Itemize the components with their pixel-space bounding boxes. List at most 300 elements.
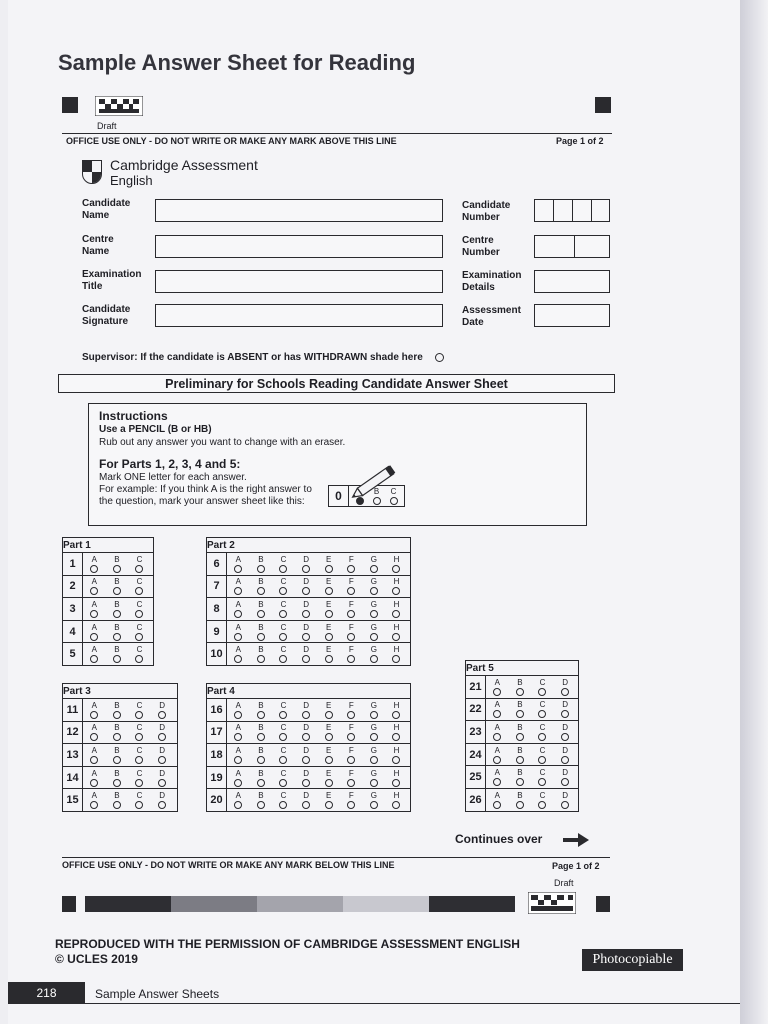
answer-option[interactable] bbox=[317, 555, 340, 573]
answer-bubble[interactable] bbox=[325, 779, 333, 787]
answer-option[interactable] bbox=[340, 623, 363, 641]
answer-option[interactable] bbox=[106, 645, 129, 663]
answer-option[interactable] bbox=[227, 701, 250, 719]
answer-option[interactable] bbox=[531, 791, 554, 809]
answer-bubble[interactable] bbox=[392, 565, 400, 573]
answer-option[interactable] bbox=[363, 645, 386, 663]
answer-option[interactable] bbox=[227, 746, 250, 764]
answer-bubble[interactable] bbox=[279, 587, 287, 595]
answer-bubble[interactable] bbox=[279, 655, 287, 663]
answer-option[interactable] bbox=[83, 769, 106, 787]
answer-bubble[interactable] bbox=[302, 711, 310, 719]
answer-option[interactable] bbox=[486, 700, 509, 718]
answer-bubble[interactable] bbox=[113, 711, 121, 719]
answer-bubble[interactable] bbox=[347, 801, 355, 809]
answer-bubble[interactable] bbox=[113, 587, 121, 595]
answer-bubble[interactable] bbox=[279, 610, 287, 618]
answer-option[interactable] bbox=[385, 701, 408, 719]
answer-bubble[interactable] bbox=[113, 801, 121, 809]
answer-bubble[interactable] bbox=[257, 655, 265, 663]
answer-option[interactable] bbox=[250, 555, 273, 573]
answer-bubble[interactable] bbox=[392, 801, 400, 809]
answer-bubble[interactable] bbox=[113, 633, 121, 641]
option-letter: A bbox=[494, 677, 500, 687]
answer-bubble[interactable] bbox=[325, 756, 333, 764]
answer-option[interactable] bbox=[509, 723, 532, 741]
answer-bubble[interactable] bbox=[234, 733, 242, 741]
answer-option[interactable] bbox=[151, 769, 174, 787]
answer-bubble[interactable] bbox=[113, 756, 121, 764]
centre-name-box[interactable] bbox=[155, 235, 443, 258]
answer-option[interactable] bbox=[554, 700, 577, 718]
answer-bubble[interactable] bbox=[325, 655, 333, 663]
option-letter: B bbox=[114, 599, 120, 609]
answer-option[interactable] bbox=[128, 555, 151, 573]
answer-bubble[interactable] bbox=[234, 801, 242, 809]
answer-bubble[interactable] bbox=[234, 565, 242, 573]
centre-number-box[interactable] bbox=[534, 235, 610, 258]
answer-bubble[interactable] bbox=[90, 711, 98, 719]
answer-bubble[interactable] bbox=[135, 801, 143, 809]
answer-bubble[interactable] bbox=[370, 565, 378, 573]
answer-option[interactable] bbox=[385, 746, 408, 764]
answer-option[interactable] bbox=[227, 791, 250, 809]
answer-option[interactable] bbox=[531, 700, 554, 718]
answer-bubble[interactable] bbox=[493, 801, 501, 809]
answer-option[interactable] bbox=[106, 746, 129, 764]
answer-bubble[interactable] bbox=[135, 756, 143, 764]
exam-details-box[interactable] bbox=[534, 270, 610, 293]
answer-bubble[interactable] bbox=[158, 801, 166, 809]
answer-option[interactable] bbox=[106, 723, 129, 741]
answer-option[interactable] bbox=[250, 645, 273, 663]
exam-title-box[interactable] bbox=[155, 270, 443, 293]
answer-option[interactable] bbox=[486, 723, 509, 741]
answer-option[interactable] bbox=[385, 791, 408, 809]
answer-bubble[interactable] bbox=[90, 733, 98, 741]
answer-option[interactable] bbox=[106, 791, 129, 809]
answer-bubble[interactable] bbox=[302, 587, 310, 595]
answer-option[interactable] bbox=[128, 600, 151, 618]
answer-bubble[interactable] bbox=[90, 779, 98, 787]
answer-option[interactable] bbox=[385, 723, 408, 741]
answer-bubble[interactable] bbox=[113, 655, 121, 663]
option-letter: F bbox=[348, 622, 354, 632]
answer-option[interactable] bbox=[272, 623, 295, 641]
answer-option[interactable] bbox=[509, 768, 532, 786]
answer-bubble[interactable] bbox=[302, 801, 310, 809]
answer-option[interactable] bbox=[106, 701, 129, 719]
answer-bubble[interactable] bbox=[392, 633, 400, 641]
answer-bubble[interactable] bbox=[347, 633, 355, 641]
answer-bubble[interactable] bbox=[302, 756, 310, 764]
answer-bubble[interactable] bbox=[538, 688, 546, 696]
answer-bubble[interactable] bbox=[370, 587, 378, 595]
answer-option[interactable] bbox=[272, 791, 295, 809]
answer-option[interactable] bbox=[227, 623, 250, 641]
answer-option[interactable] bbox=[486, 768, 509, 786]
assessment-date-box[interactable] bbox=[534, 304, 610, 327]
answer-option[interactable] bbox=[128, 791, 151, 809]
answer-bubble[interactable] bbox=[561, 756, 569, 764]
answer-bubble[interactable] bbox=[113, 565, 121, 573]
answer-bubble[interactable] bbox=[90, 655, 98, 663]
answer-option[interactable] bbox=[317, 600, 340, 618]
answer-bubble[interactable] bbox=[234, 655, 242, 663]
answer-option[interactable] bbox=[227, 577, 250, 595]
answer-bubble[interactable] bbox=[392, 711, 400, 719]
question-number: 10 bbox=[207, 643, 227, 666]
answer-bubble[interactable] bbox=[234, 779, 242, 787]
answer-bubble[interactable] bbox=[234, 587, 242, 595]
answer-option[interactable] bbox=[486, 746, 509, 764]
answer-bubble[interactable] bbox=[392, 610, 400, 618]
absent-shade-circle[interactable] bbox=[435, 353, 444, 362]
answer-bubble[interactable] bbox=[561, 733, 569, 741]
answer-option[interactable] bbox=[128, 701, 151, 719]
answer-option[interactable] bbox=[363, 791, 386, 809]
answer-option[interactable] bbox=[317, 577, 340, 595]
answer-bubble[interactable] bbox=[325, 801, 333, 809]
answer-option[interactable] bbox=[272, 723, 295, 741]
answer-bubble[interactable] bbox=[325, 711, 333, 719]
answer-option[interactable] bbox=[128, 645, 151, 663]
answer-option[interactable] bbox=[340, 555, 363, 573]
answer-option[interactable] bbox=[128, 623, 151, 641]
answer-option[interactable] bbox=[250, 701, 273, 719]
answer-option[interactable] bbox=[272, 645, 295, 663]
answer-bubble[interactable] bbox=[561, 801, 569, 809]
answer-bubble[interactable] bbox=[279, 711, 287, 719]
answer-option[interactable] bbox=[250, 623, 273, 641]
answer-bubble[interactable] bbox=[392, 587, 400, 595]
answer-bubble[interactable] bbox=[90, 801, 98, 809]
answer-bubble[interactable] bbox=[392, 733, 400, 741]
answer-bubble[interactable] bbox=[135, 711, 143, 719]
answer-option[interactable] bbox=[317, 769, 340, 787]
answer-bubble[interactable] bbox=[257, 779, 265, 787]
answer-bubble[interactable] bbox=[538, 756, 546, 764]
answer-option[interactable] bbox=[83, 623, 106, 641]
answer-bubble[interactable] bbox=[302, 565, 310, 573]
candidate-name-box[interactable] bbox=[155, 199, 443, 222]
question-number: 2 bbox=[63, 575, 83, 598]
answer-option[interactable] bbox=[509, 700, 532, 718]
answer-bubble[interactable] bbox=[257, 711, 265, 719]
answer-bubble[interactable] bbox=[325, 565, 333, 573]
answer-option[interactable] bbox=[295, 769, 318, 787]
answer-option[interactable] bbox=[554, 791, 577, 809]
answer-option[interactable] bbox=[83, 600, 106, 618]
answer-option[interactable] bbox=[151, 791, 174, 809]
answer-bubble[interactable] bbox=[158, 756, 166, 764]
answer-option[interactable] bbox=[83, 723, 106, 741]
answer-option[interactable] bbox=[295, 701, 318, 719]
answer-bubble[interactable] bbox=[158, 711, 166, 719]
answer-option[interactable] bbox=[106, 600, 129, 618]
answer-bubble[interactable] bbox=[347, 711, 355, 719]
answer-bubble[interactable] bbox=[493, 688, 501, 696]
answer-option[interactable] bbox=[250, 577, 273, 595]
answer-option[interactable] bbox=[363, 769, 386, 787]
answer-option[interactable] bbox=[250, 723, 273, 741]
answer-bubble[interactable] bbox=[347, 565, 355, 573]
answer-option[interactable] bbox=[363, 600, 386, 618]
answer-bubble[interactable] bbox=[347, 733, 355, 741]
answer-bubble[interactable] bbox=[257, 801, 265, 809]
candidate-signature-box[interactable] bbox=[155, 304, 443, 327]
answer-option[interactable] bbox=[227, 555, 250, 573]
answer-bubble[interactable] bbox=[302, 610, 310, 618]
answer-bubble[interactable] bbox=[257, 565, 265, 573]
option-letter: A bbox=[494, 745, 500, 755]
answer-bubble[interactable] bbox=[347, 587, 355, 595]
answer-option[interactable] bbox=[363, 723, 386, 741]
answer-bubble[interactable] bbox=[257, 587, 265, 595]
answer-option[interactable] bbox=[272, 746, 295, 764]
answer-option[interactable] bbox=[106, 555, 129, 573]
answer-option[interactable] bbox=[106, 623, 129, 641]
answer-bubble[interactable] bbox=[90, 565, 98, 573]
answer-bubble[interactable] bbox=[347, 779, 355, 787]
option-letter: B bbox=[114, 645, 120, 655]
answer-options bbox=[227, 789, 411, 812]
answer-option[interactable] bbox=[272, 769, 295, 787]
answer-bubble[interactable] bbox=[279, 733, 287, 741]
answer-option[interactable] bbox=[128, 746, 151, 764]
answer-option[interactable] bbox=[509, 791, 532, 809]
answer-option[interactable] bbox=[83, 701, 106, 719]
answer-option[interactable] bbox=[295, 723, 318, 741]
answer-option[interactable] bbox=[509, 678, 532, 696]
answer-bubble[interactable] bbox=[257, 610, 265, 618]
answer-option[interactable] bbox=[295, 600, 318, 618]
answer-bubble[interactable] bbox=[370, 801, 378, 809]
answer-bubble[interactable] bbox=[325, 587, 333, 595]
answer-bubble[interactable] bbox=[257, 756, 265, 764]
candidate-number-box[interactable] bbox=[534, 199, 610, 222]
answer-option[interactable] bbox=[295, 577, 318, 595]
answer-option[interactable] bbox=[385, 645, 408, 663]
answer-option[interactable] bbox=[151, 723, 174, 741]
answer-option[interactable] bbox=[385, 769, 408, 787]
answer-bubble[interactable] bbox=[370, 655, 378, 663]
answer-bubble[interactable] bbox=[135, 610, 143, 618]
answer-bubble[interactable] bbox=[90, 610, 98, 618]
answer-option[interactable] bbox=[250, 600, 273, 618]
answer-bubble[interactable] bbox=[90, 756, 98, 764]
answer-bubble[interactable] bbox=[302, 655, 310, 663]
answer-option[interactable] bbox=[363, 701, 386, 719]
answer-bubble[interactable] bbox=[370, 756, 378, 764]
answer-bubble[interactable] bbox=[493, 710, 501, 718]
answer-option[interactable] bbox=[317, 623, 340, 641]
answer-option[interactable] bbox=[151, 746, 174, 764]
answer-option[interactable] bbox=[83, 746, 106, 764]
answer-option[interactable] bbox=[486, 791, 509, 809]
answer-option[interactable] bbox=[340, 600, 363, 618]
answer-bubble[interactable] bbox=[561, 710, 569, 718]
answer-bubble[interactable] bbox=[392, 756, 400, 764]
answer-bubble[interactable] bbox=[347, 756, 355, 764]
answer-bubble[interactable] bbox=[279, 756, 287, 764]
option-letter: E bbox=[326, 645, 332, 655]
answer-bubble[interactable] bbox=[158, 779, 166, 787]
option-letter: F bbox=[348, 645, 354, 655]
answer-bubble[interactable] bbox=[325, 633, 333, 641]
answer-option[interactable] bbox=[295, 623, 318, 641]
answer-option[interactable] bbox=[340, 577, 363, 595]
answer-bubble[interactable] bbox=[370, 610, 378, 618]
answer-bubble[interactable] bbox=[135, 655, 143, 663]
answer-option[interactable] bbox=[295, 555, 318, 573]
answer-option[interactable] bbox=[317, 701, 340, 719]
answer-option[interactable] bbox=[385, 555, 408, 573]
answer-option[interactable] bbox=[554, 678, 577, 696]
answer-option[interactable] bbox=[317, 723, 340, 741]
answer-bubble[interactable] bbox=[234, 756, 242, 764]
answer-bubble[interactable] bbox=[257, 633, 265, 641]
answer-bubble[interactable] bbox=[370, 733, 378, 741]
answer-option[interactable] bbox=[486, 678, 509, 696]
answer-option[interactable] bbox=[128, 723, 151, 741]
answer-bubble[interactable] bbox=[90, 633, 98, 641]
answer-bubble[interactable] bbox=[135, 587, 143, 595]
answer-option[interactable] bbox=[272, 577, 295, 595]
answer-option[interactable] bbox=[151, 701, 174, 719]
answer-bubble[interactable] bbox=[234, 711, 242, 719]
option-letter: C bbox=[280, 554, 287, 564]
answer-option[interactable] bbox=[554, 746, 577, 764]
answer-option[interactable] bbox=[295, 746, 318, 764]
answer-bubble[interactable] bbox=[370, 779, 378, 787]
answer-option[interactable] bbox=[83, 577, 106, 595]
answer-option[interactable] bbox=[340, 723, 363, 741]
answer-bubble[interactable] bbox=[516, 756, 524, 764]
option-letter: A bbox=[235, 745, 241, 755]
answer-option[interactable] bbox=[531, 768, 554, 786]
answer-option[interactable] bbox=[363, 555, 386, 573]
answer-option[interactable] bbox=[227, 600, 250, 618]
answer-option[interactable] bbox=[83, 645, 106, 663]
answer-bubble[interactable] bbox=[325, 733, 333, 741]
answer-bubble[interactable] bbox=[113, 733, 121, 741]
answer-option[interactable] bbox=[106, 769, 129, 787]
answer-bubble[interactable] bbox=[325, 610, 333, 618]
answer-option[interactable] bbox=[554, 723, 577, 741]
answer-bubble[interactable] bbox=[347, 655, 355, 663]
answer-option[interactable] bbox=[250, 769, 273, 787]
answer-bubble[interactable] bbox=[234, 633, 242, 641]
answer-bubble[interactable] bbox=[493, 733, 501, 741]
answer-option[interactable] bbox=[128, 769, 151, 787]
answer-option[interactable] bbox=[363, 623, 386, 641]
answer-bubble[interactable] bbox=[516, 801, 524, 809]
answer-option[interactable] bbox=[227, 769, 250, 787]
answer-option[interactable] bbox=[83, 555, 106, 573]
answer-bubble[interactable] bbox=[370, 633, 378, 641]
answer-option[interactable] bbox=[317, 791, 340, 809]
answer-option[interactable] bbox=[340, 701, 363, 719]
answer-bubble[interactable] bbox=[561, 688, 569, 696]
answer-option[interactable] bbox=[295, 645, 318, 663]
answer-option[interactable] bbox=[385, 623, 408, 641]
answer-option[interactable] bbox=[272, 555, 295, 573]
answer-bubble[interactable] bbox=[538, 710, 546, 718]
answer-bubble[interactable] bbox=[516, 733, 524, 741]
answer-bubble[interactable] bbox=[538, 733, 546, 741]
answer-bubble[interactable] bbox=[279, 565, 287, 573]
answer-option[interactable] bbox=[250, 791, 273, 809]
answer-bubble[interactable] bbox=[279, 801, 287, 809]
answer-bubble[interactable] bbox=[135, 565, 143, 573]
answer-option[interactable] bbox=[554, 768, 577, 786]
answer-bubble[interactable] bbox=[302, 733, 310, 741]
answer-bubble[interactable] bbox=[90, 587, 98, 595]
answer-bubble[interactable] bbox=[347, 610, 355, 618]
answer-option[interactable] bbox=[385, 600, 408, 618]
answer-bubble[interactable] bbox=[257, 733, 265, 741]
answer-bubble[interactable] bbox=[113, 779, 121, 787]
answer-option[interactable] bbox=[317, 645, 340, 663]
answer-option[interactable] bbox=[363, 577, 386, 595]
answer-option[interactable] bbox=[128, 577, 151, 595]
answer-bubble[interactable] bbox=[516, 778, 524, 786]
answer-bubble[interactable] bbox=[135, 733, 143, 741]
answer-bubble[interactable] bbox=[516, 710, 524, 718]
answer-option[interactable] bbox=[227, 723, 250, 741]
answer-bubble[interactable] bbox=[302, 779, 310, 787]
answer-bubble[interactable] bbox=[493, 756, 501, 764]
answer-option[interactable] bbox=[340, 645, 363, 663]
answer-bubble[interactable] bbox=[493, 778, 501, 786]
answer-option[interactable] bbox=[385, 577, 408, 595]
answer-option[interactable] bbox=[531, 678, 554, 696]
answer-option[interactable] bbox=[531, 746, 554, 764]
answer-bubble[interactable] bbox=[302, 633, 310, 641]
answer-bubble[interactable] bbox=[538, 801, 546, 809]
answer-bubble[interactable] bbox=[392, 655, 400, 663]
answer-option[interactable] bbox=[531, 723, 554, 741]
answer-option[interactable] bbox=[83, 791, 106, 809]
answer-bubble[interactable] bbox=[279, 779, 287, 787]
answer-bubble[interactable] bbox=[392, 779, 400, 787]
answer-option[interactable] bbox=[250, 746, 273, 764]
option-letter: E bbox=[326, 791, 332, 801]
answer-option[interactable] bbox=[272, 701, 295, 719]
answer-bubble[interactable] bbox=[135, 633, 143, 641]
answer-option[interactable] bbox=[295, 791, 318, 809]
answer-option[interactable] bbox=[363, 746, 386, 764]
answer-option[interactable] bbox=[340, 769, 363, 787]
answer-bubble[interactable] bbox=[234, 610, 242, 618]
answer-bubble[interactable] bbox=[279, 633, 287, 641]
answer-bubble[interactable] bbox=[538, 778, 546, 786]
answer-bubble[interactable] bbox=[135, 779, 143, 787]
answer-option[interactable] bbox=[317, 746, 340, 764]
answer-bubble[interactable] bbox=[370, 711, 378, 719]
answer-option[interactable] bbox=[509, 746, 532, 764]
answer-bubble[interactable] bbox=[113, 610, 121, 618]
answer-option[interactable] bbox=[272, 600, 295, 618]
answer-bubble[interactable] bbox=[158, 733, 166, 741]
answer-bubble[interactable] bbox=[516, 688, 524, 696]
answer-option[interactable] bbox=[340, 746, 363, 764]
answer-bubble[interactable] bbox=[561, 778, 569, 786]
answer-option[interactable] bbox=[227, 645, 250, 663]
answer-option[interactable] bbox=[106, 577, 129, 595]
answer-option[interactable] bbox=[340, 791, 363, 809]
